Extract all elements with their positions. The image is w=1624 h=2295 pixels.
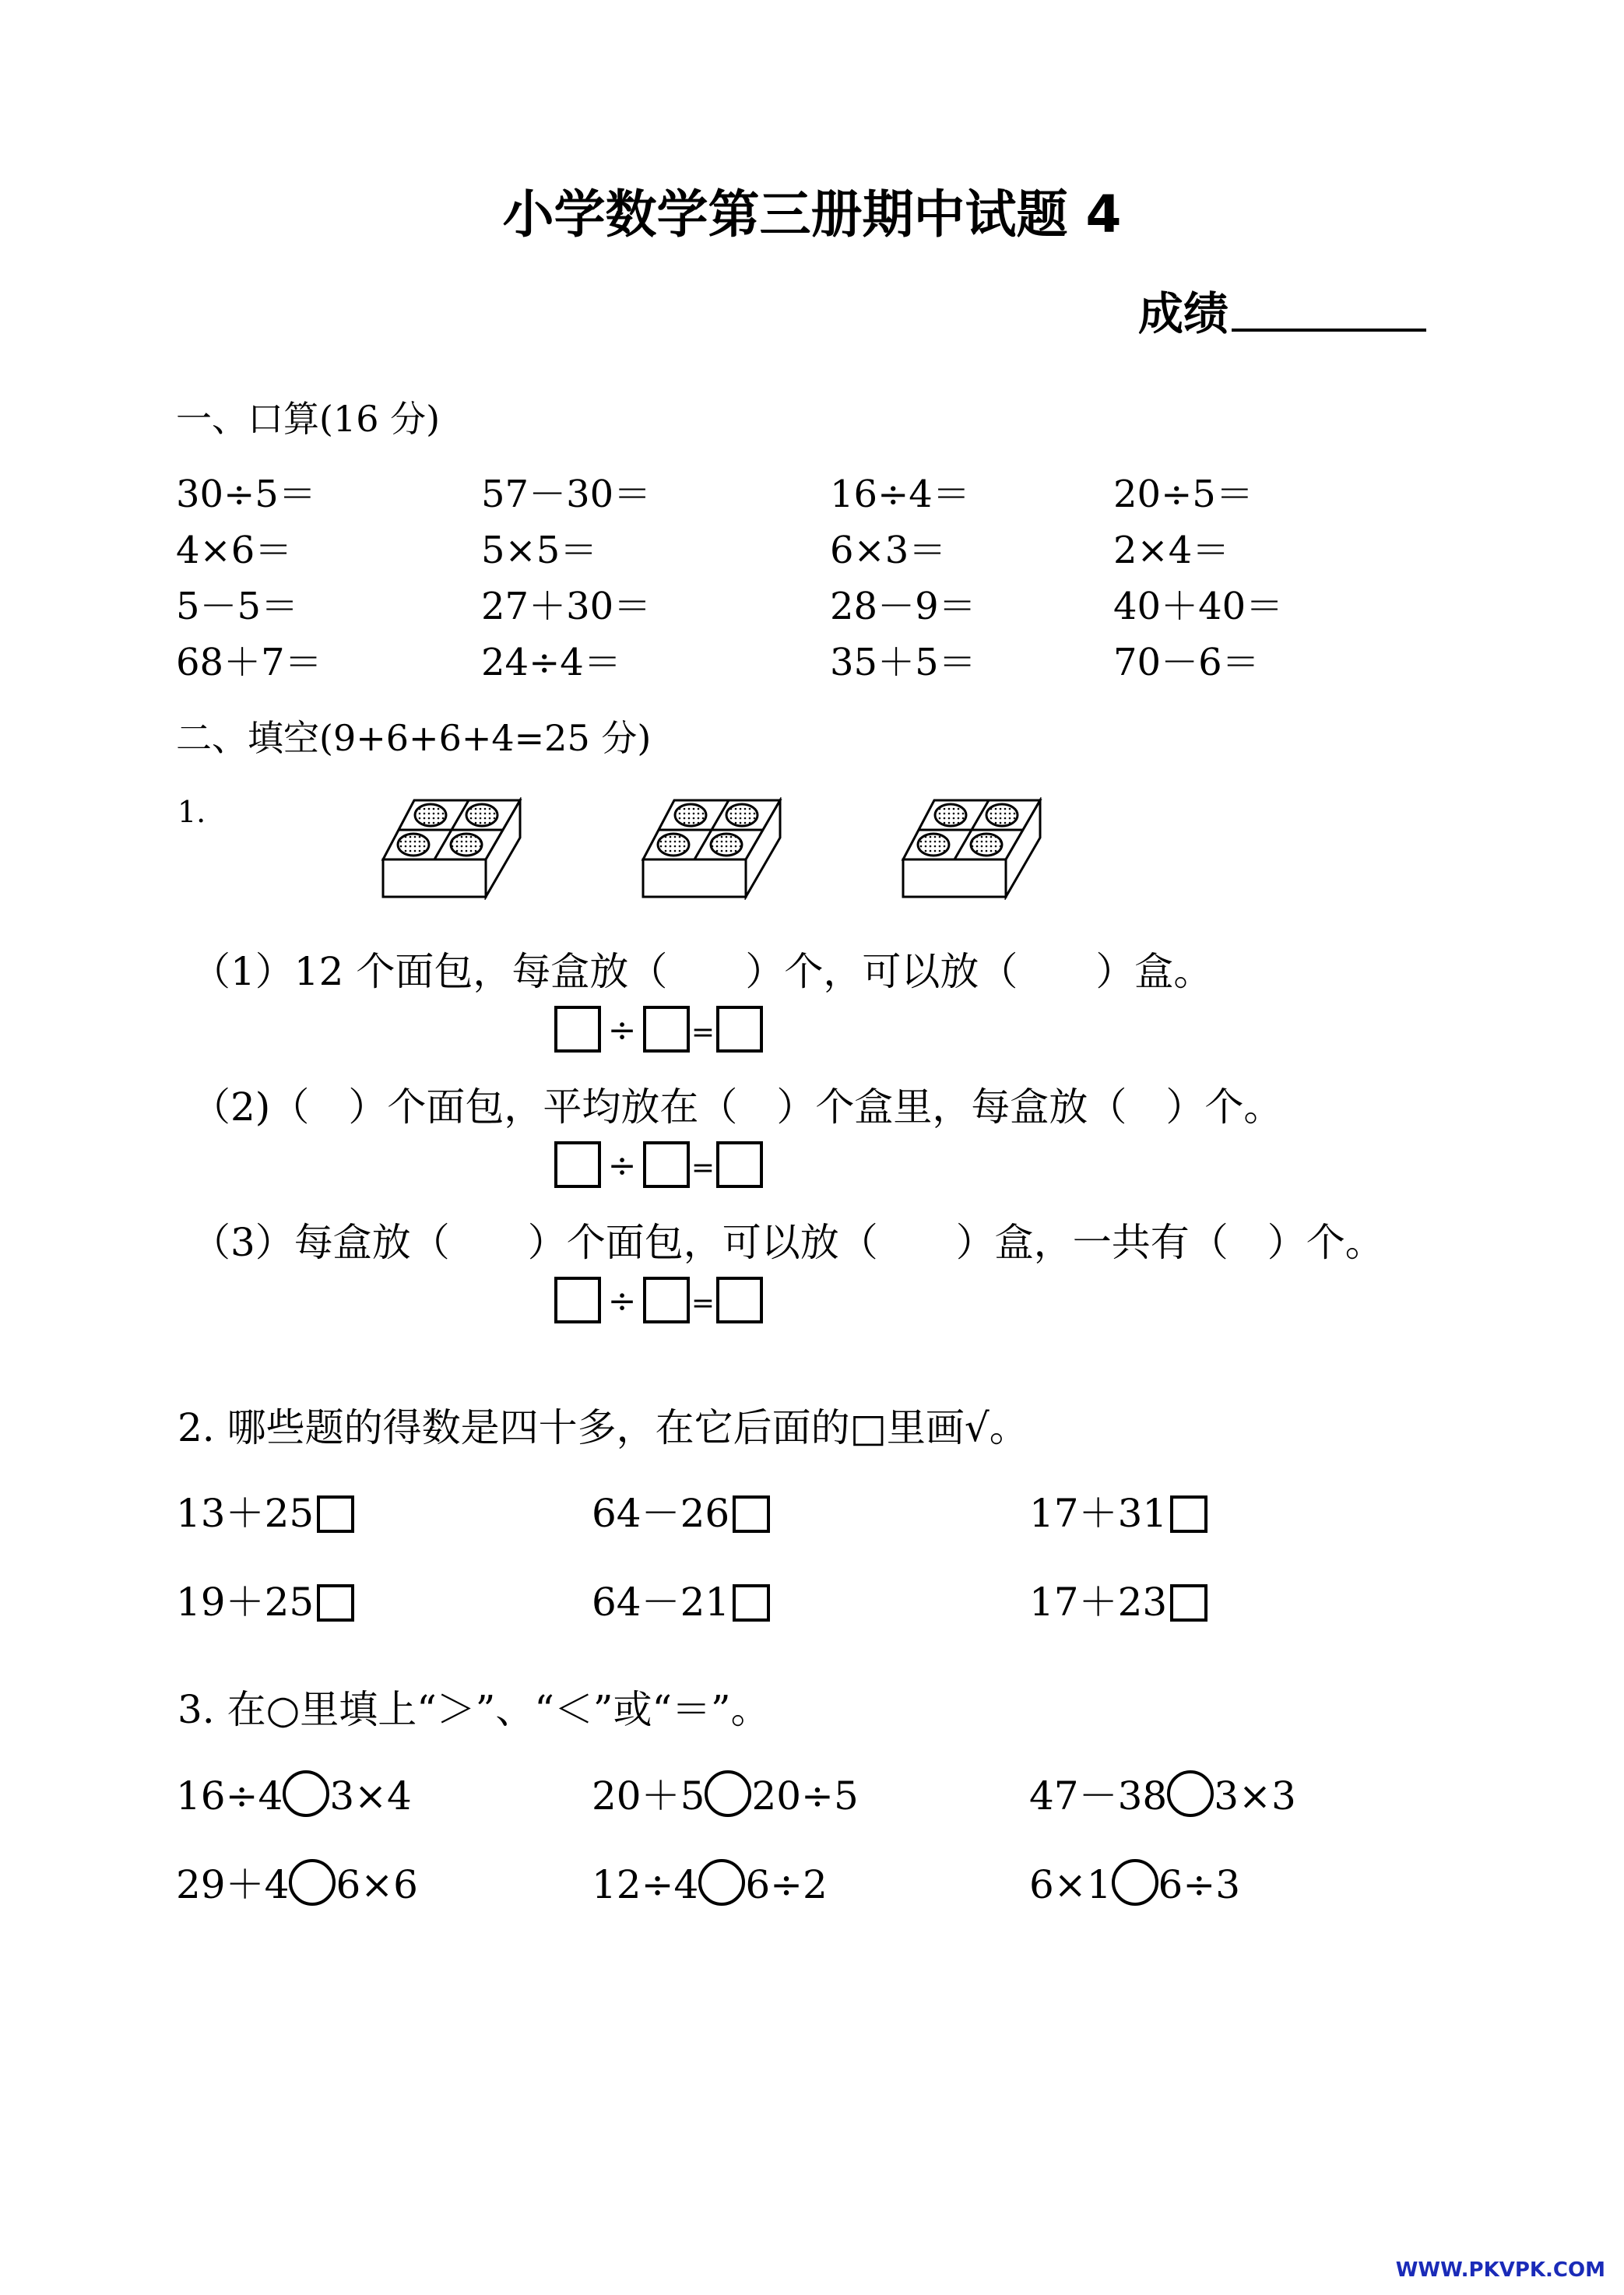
oral-problem: 16÷4＝ — [830, 473, 970, 516]
question-number: 1. — [178, 795, 206, 829]
bread-tray-icon — [900, 797, 1043, 900]
score-field[interactable] — [1138, 286, 1426, 341]
score-label: 成绩 — [1138, 287, 1229, 340]
divide-sign: ÷ — [607, 1146, 637, 1186]
answer-box[interactable] — [554, 1141, 601, 1188]
q2-item — [176, 1577, 354, 1627]
footer-watermark: WWW.PKVPK.COM — [1395, 2258, 1605, 2282]
equals-sign: = — [691, 1017, 715, 1049]
answer-box[interactable] — [716, 1006, 763, 1053]
compare-circle[interactable] — [705, 1770, 751, 1817]
check-box[interactable] — [733, 1495, 770, 1533]
q2-expression: 13＋25 — [176, 1491, 315, 1536]
oral-problem: 5－5＝ — [176, 585, 299, 628]
compare-circle[interactable] — [289, 1859, 336, 1906]
q2-item — [592, 1577, 770, 1627]
q3-prompt: 3. 在○里填上“＞”、“＜”或“＝”。 — [178, 1687, 770, 1732]
compare-left: 16÷4 — [176, 1773, 283, 1819]
q2-item — [1029, 1488, 1207, 1538]
q2-item — [176, 1488, 354, 1538]
oral-problem: 35＋5＝ — [830, 641, 976, 684]
equals-sign: = — [691, 1288, 715, 1320]
answer-box[interactable] — [643, 1006, 690, 1053]
oral-problem: 70－6＝ — [1113, 641, 1260, 684]
check-box[interactable] — [317, 1495, 354, 1533]
oral-problem: 20÷5＝ — [1113, 473, 1253, 516]
check-box[interactable] — [733, 1584, 770, 1622]
q2-prompt: 2. 哪些题的得数是四十多，在它后面的□里画√。 — [178, 1405, 1028, 1450]
compare-left: 20＋5 — [592, 1773, 705, 1819]
q1-sub2-text: （2)（ ）个面包，平均放在（ ）个盒里，每盒放（ ）个。 — [192, 1084, 1283, 1130]
compare-right: 3×3 — [1214, 1773, 1296, 1819]
oral-problem: 40＋40＝ — [1113, 585, 1284, 628]
answer-box[interactable] — [554, 1006, 601, 1053]
compare-item — [176, 1859, 418, 1910]
compare-right: 6×6 — [336, 1862, 418, 1907]
page-title: 小学数学第三册期中试题 4 — [502, 185, 1122, 244]
q1-sub3-text: （3）每盒放（ ）个面包，可以放（ ）盒，一共有（ ）个。 — [192, 1220, 1384, 1265]
check-box[interactable] — [1170, 1584, 1207, 1622]
section1-heading: 一、口算(16 分) — [176, 398, 441, 440]
oral-problem: 68＋7＝ — [176, 641, 322, 684]
oral-problem: 57－30＝ — [481, 473, 652, 516]
divide-sign: ÷ — [607, 1010, 637, 1050]
bread-tray-icon — [380, 797, 523, 900]
equals-sign: = — [691, 1152, 715, 1184]
answer-box[interactable] — [643, 1141, 690, 1188]
compare-circle[interactable] — [698, 1859, 745, 1906]
compare-item — [592, 1859, 828, 1910]
q2-item — [592, 1488, 770, 1538]
score-blank[interactable] — [1232, 329, 1426, 332]
answer-box[interactable] — [716, 1277, 763, 1323]
oral-problem: 4×6＝ — [176, 529, 293, 572]
division-equation — [554, 1006, 763, 1056]
oral-problem: 28－9＝ — [830, 585, 976, 628]
compare-left: 6×1 — [1029, 1862, 1112, 1907]
oral-problem: 30÷5＝ — [176, 473, 316, 516]
answer-box[interactable] — [643, 1277, 690, 1323]
oral-problem: 27＋30＝ — [481, 585, 652, 628]
answer-box[interactable] — [554, 1277, 601, 1323]
compare-circle[interactable] — [283, 1770, 329, 1817]
oral-problem: 2×4＝ — [1113, 529, 1230, 572]
check-box[interactable] — [1170, 1495, 1207, 1533]
oral-problem: 24÷4＝ — [481, 641, 621, 684]
q2-expression: 19＋25 — [176, 1580, 315, 1625]
q1-sub1-text: （1）12 个面包，每盒放（ ）个，可以放（ ）盒。 — [192, 949, 1213, 994]
check-box[interactable] — [317, 1584, 354, 1622]
answer-box[interactable] — [716, 1141, 763, 1188]
compare-left: 12÷4 — [592, 1862, 699, 1907]
division-equation — [554, 1277, 763, 1327]
compare-right: 3×4 — [329, 1773, 412, 1819]
compare-circle[interactable] — [1112, 1859, 1158, 1906]
compare-item — [592, 1770, 859, 1821]
compare-circle[interactable] — [1167, 1770, 1214, 1817]
q2-expression: 64－26 — [592, 1491, 730, 1536]
compare-right: 20÷5 — [751, 1773, 859, 1819]
compare-item — [176, 1770, 412, 1821]
oral-problem: 6×3＝ — [830, 529, 947, 572]
q2-expression: 17＋31 — [1029, 1491, 1168, 1536]
q2-item — [1029, 1577, 1207, 1627]
compare-item — [1029, 1859, 1240, 1910]
divide-sign: ÷ — [607, 1281, 637, 1321]
compare-item — [1029, 1770, 1296, 1821]
oral-problem: 5×5＝ — [481, 529, 598, 572]
compare-right: 6÷2 — [745, 1862, 828, 1907]
bread-tray-icon — [640, 797, 783, 900]
compare-right: 6÷3 — [1158, 1862, 1241, 1907]
compare-left: 47－38 — [1029, 1773, 1168, 1819]
section2-heading: 二、填空(9+6+6+4=25 分) — [176, 717, 652, 759]
q2-expression: 64－21 — [592, 1580, 730, 1625]
division-equation — [554, 1141, 763, 1192]
compare-left: 29＋4 — [176, 1862, 290, 1907]
q2-expression: 17＋23 — [1029, 1580, 1168, 1625]
